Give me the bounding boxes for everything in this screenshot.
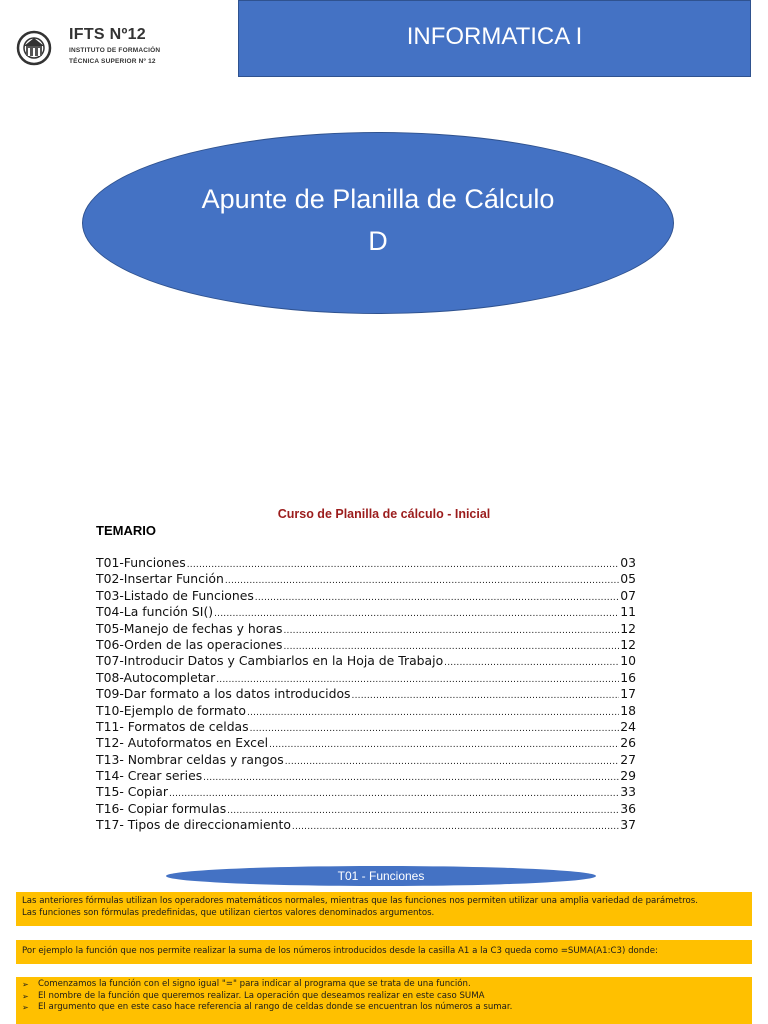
toc-item-page: 11 bbox=[620, 604, 636, 620]
toc-item-name: T13- Nombrar celdas y rangos bbox=[96, 751, 284, 767]
steps-list bbox=[22, 979, 746, 1014]
toc-item-name: T03-Listado de Funciones bbox=[96, 587, 254, 603]
toc-item bbox=[96, 784, 636, 800]
step-text: El nombre de la función que queremos realizar. La operación que deseamos realizar en este caso SUMA bbox=[38, 990, 485, 1001]
toc-item-name: T02-Insertar Función bbox=[96, 571, 224, 587]
toc-leader-dots bbox=[216, 670, 619, 685]
toc-item bbox=[96, 637, 636, 653]
toc-leader-dots bbox=[169, 784, 619, 799]
toc-item bbox=[96, 555, 636, 571]
toc-leader-dots bbox=[187, 555, 619, 570]
toc-item-page: 37 bbox=[620, 817, 636, 833]
toc-leader-dots bbox=[247, 703, 619, 718]
toc-item-page: 03 bbox=[620, 555, 636, 570]
toc-leader-dots bbox=[283, 637, 619, 652]
toc-item bbox=[96, 686, 636, 702]
toc-item-name: T06-Orden de las operaciones bbox=[96, 636, 283, 652]
toc-item-page: 36 bbox=[620, 800, 636, 816]
toc-leader-dots bbox=[225, 571, 619, 586]
step-text: Comenzamos la función con el signo igual "=" para indicar al programa que se trata de una función. bbox=[38, 979, 471, 989]
toc-item bbox=[96, 752, 636, 768]
list-item bbox=[22, 991, 746, 1003]
toc-leader-dots bbox=[352, 686, 620, 701]
table-of-contents bbox=[96, 555, 636, 834]
toc-item bbox=[96, 621, 636, 637]
toc-item bbox=[96, 768, 636, 784]
institution-header bbox=[0, 0, 236, 78]
list-item bbox=[22, 1002, 746, 1014]
toc-item-name: T04-La función SI() bbox=[96, 604, 214, 620]
subject-banner bbox=[238, 0, 751, 77]
toc-item-page: 12 bbox=[620, 636, 636, 652]
toc-item bbox=[96, 703, 636, 719]
toc-item bbox=[96, 588, 636, 604]
toc-item-name: T14- Crear series bbox=[96, 768, 203, 784]
institution-name: IFTS Nº12 bbox=[69, 26, 147, 43]
toc-item bbox=[96, 604, 636, 620]
toc-item-page: 05 bbox=[620, 571, 636, 587]
toc-item bbox=[96, 653, 636, 669]
toc-item bbox=[96, 801, 636, 817]
toc-leader-dots bbox=[203, 768, 619, 783]
toc-leader-dots bbox=[283, 621, 619, 636]
toc-item-name: T17- Tipos de direccionamiento bbox=[96, 817, 291, 833]
toc-leader-dots bbox=[250, 719, 620, 734]
toc-item-name: T08-Autocompletar bbox=[96, 669, 216, 685]
toc-item-page: 12 bbox=[620, 620, 636, 636]
intro-note bbox=[16, 892, 752, 926]
institution-logo-icon bbox=[16, 28, 52, 68]
toc-item bbox=[96, 817, 636, 833]
toc-item-page: 26 bbox=[620, 735, 636, 751]
toc-item-page: 10 bbox=[620, 653, 636, 669]
toc-item bbox=[96, 571, 636, 587]
arrow-bullet-icon: ➢ bbox=[22, 980, 29, 989]
arrow-bullet-icon: ➢ bbox=[22, 1003, 29, 1012]
course-title: Curso de Planilla de cálculo - Inicial bbox=[277, 507, 491, 521]
toc-leader-dots bbox=[285, 752, 620, 767]
toc-leader-dots bbox=[227, 801, 619, 816]
toc-item-name: T05-Manejo de fechas y horas bbox=[96, 620, 283, 636]
toc-item bbox=[96, 735, 636, 751]
toc-item-page: 27 bbox=[620, 751, 636, 767]
toc-item-page: 17 bbox=[620, 686, 636, 702]
toc-leader-dots bbox=[269, 735, 619, 750]
toc-item-name: T01-Funciones bbox=[96, 555, 186, 570]
institution-subtitle-line1: INSTITUTO DE FORMACIÓN bbox=[69, 47, 161, 54]
toc-item-name: T11- Formatos de celdas bbox=[96, 718, 249, 734]
arrow-bullet-icon: ➢ bbox=[22, 991, 29, 1001]
step-text: El argumento que en este caso hace referencia al rango de celdas donde se encuentran los números a sumar. bbox=[38, 1002, 513, 1012]
cover-subtitle: D bbox=[368, 226, 388, 256]
toc-item-page: 16 bbox=[620, 669, 636, 685]
toc-item-page: 33 bbox=[620, 784, 636, 800]
institution-subtitle-line2: TÉCNICA SUPERIOR Nº 12 bbox=[69, 58, 156, 65]
example-note-text: Por ejemplo la función que nos permite realizar la suma de los números introducidos desde la casilla A1 a la C3 queda como =SUMA(A1:C3) donde: bbox=[22, 946, 658, 956]
toc-item-name: T15- Copiar bbox=[96, 784, 168, 800]
cover-ellipse bbox=[82, 132, 674, 314]
intro-note-line2: Las funciones son fórmulas predefinidas, que utilizan ciertos valores denominados argumentos. bbox=[22, 908, 435, 918]
cover-title: Apunte de Planilla de Cálculo bbox=[201, 184, 555, 214]
toc-leader-dots bbox=[255, 588, 619, 603]
toc-item-name: T07-Introducir Datos y Cambiarlos en la Hoja de Trabajo bbox=[96, 653, 444, 669]
toc-item-page: 18 bbox=[620, 702, 636, 718]
toc-item-name: T09-Dar formato a los datos introducidos bbox=[96, 686, 351, 702]
section-heading-pill: T01 - Funciones bbox=[166, 866, 596, 886]
intro-note-line1: Las anteriores fórmulas utilizan los operadores matemáticos normales, mientras que las funciones nos permiten utilizar una amplia variedad de parámetros. bbox=[22, 896, 698, 906]
toc-item-page: 07 bbox=[620, 587, 636, 603]
subject-title: INFORMATICA I bbox=[406, 23, 583, 50]
toc-item-page: 24 bbox=[620, 718, 636, 734]
toc-leader-dots bbox=[292, 817, 619, 832]
toc-item bbox=[96, 670, 636, 686]
toc-item-name: T16- Copiar formulas bbox=[96, 800, 227, 816]
toc-item bbox=[96, 719, 636, 735]
example-note bbox=[16, 940, 752, 964]
toc-leader-dots bbox=[214, 604, 619, 619]
list-item bbox=[22, 979, 746, 991]
toc-leader-dots bbox=[444, 653, 619, 668]
steps-note bbox=[16, 977, 752, 1024]
toc-item-name: T10-Ejemplo de formato bbox=[96, 702, 246, 718]
toc-item-page: 29 bbox=[620, 768, 636, 784]
temario-heading: TEMARIO bbox=[96, 523, 156, 538]
toc-item-name: T12- Autoformatos en Excel bbox=[96, 735, 269, 751]
